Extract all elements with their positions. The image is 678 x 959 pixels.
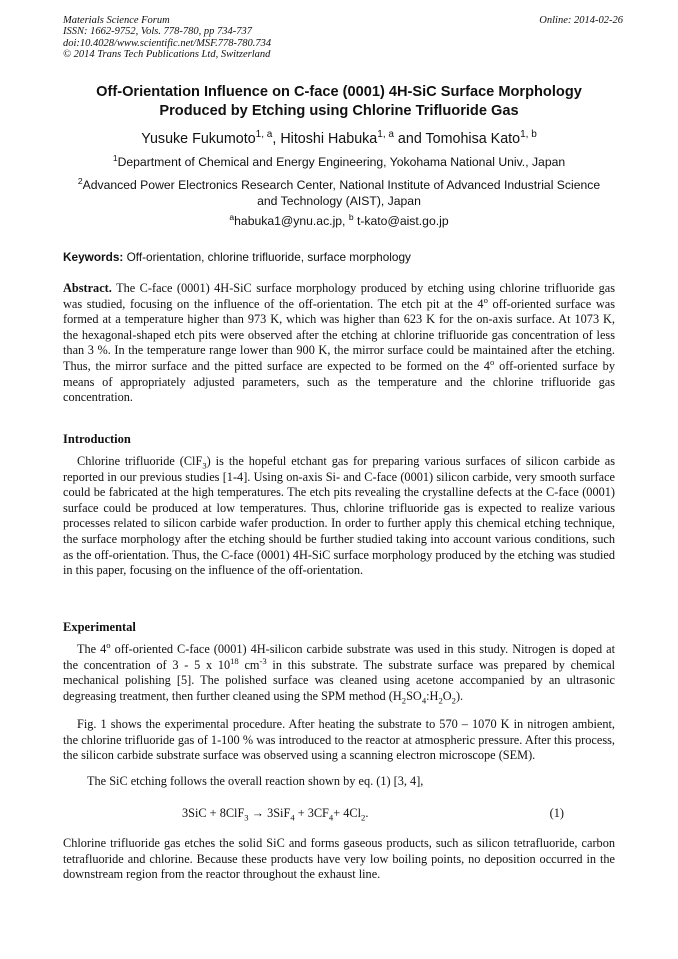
journal-header bbox=[63, 15, 623, 60]
equation-part: 3SiF bbox=[267, 806, 291, 820]
paper-title bbox=[40, 83, 638, 121]
exponent: -3 bbox=[259, 655, 267, 666]
experimental-paragraph-3: The SiC etching follows the overall reaction shown by eq. (1) [3, 4], bbox=[87, 774, 424, 788]
affiliation-2 bbox=[40, 175, 638, 209]
abstract-text-3: off-oriented surface by means of appropriately adjusted parameters, such as the temperature and the chlorine trifluoride gas concentration. bbox=[63, 358, 615, 405]
abstract-text-2: off-oriented surface was formed at a temperature higher than 973 K, which was higher than 623 K for the on-axis surface. At 1073 K, the hexagonal-shaped etch pits were observed after the etching at chlorine trifluoride gas concentration of less than 3 %. In the temperature range lower than 900 K, the mirror surface could be maintained after the etching. Thus, the mirror surface and the pitted surface are expected to be formed on the 4 bbox=[63, 296, 615, 373]
keywords bbox=[63, 250, 615, 264]
subscript: 3 bbox=[244, 812, 249, 823]
title-line-2: Produced by Etching using Chlorine Trifluoride Gas bbox=[159, 103, 519, 119]
abstract-label: Abstract. bbox=[63, 281, 112, 295]
author-separator-1: , bbox=[272, 131, 281, 147]
equation-part: + 4Cl bbox=[333, 806, 361, 820]
doi-line: doi:10.4028/www.scientific.net/MSF.778-780.734 bbox=[63, 37, 272, 49]
affiliation-2-line-1: Advanced Power Electronics Research Center, National Institute of Advanced Industrial Science bbox=[82, 178, 601, 192]
exponent: 18 bbox=[230, 655, 239, 666]
equation-part: 3SiC + 8ClF bbox=[182, 806, 245, 820]
exp-text-2: off-oriented C-face (0001) 4H-silicon carbide substrate was used in this study. Nitrogen is doped at the concentration of 3 - 5 x 10 bbox=[63, 642, 616, 672]
intro-text-1: Chlorine trifluoride (ClF bbox=[77, 454, 203, 468]
email-a[interactable]: habuka1@ynu.ac.jp, bbox=[234, 214, 349, 228]
intro-text-2: ) is the hopeful etchant gas for preparing various surfaces of silicon carbide as reported in our previous studies [1-4]. Using on-axis Si- and C-face (0001) silicon carbide, very smooth surface could be fabricated at the high temperatures. The etch pits revealing the crystalline defects at the C-face (0001) surface could be produced at low temperatures. Thus, chlorine trifluoride gas is expected to realize various processes related to silicon carbide wafer production. In order to further apply this chemical etching technique, the surface morphology after the etching should be further studied taking into account various conditions, such as the off-orientation. Thus, the C-face (0001) 4H-SiC surface morphology produced by the etching was studied in this paper, focusing on the influence of the off-orientation. bbox=[63, 454, 616, 578]
copyright-line: © 2014 Trans Tech Publications Ltd, Switzerland bbox=[63, 48, 271, 60]
formula-part: O bbox=[442, 688, 452, 703]
subscript: 2 bbox=[451, 695, 456, 706]
experimental-heading: Experimental bbox=[63, 620, 136, 634]
exp-text-1: The 4 bbox=[77, 642, 107, 656]
formula-part: SO bbox=[406, 688, 422, 703]
formula-part: :H bbox=[426, 688, 439, 703]
abstract bbox=[63, 281, 615, 406]
degree-mark: o bbox=[489, 356, 495, 367]
title-line-1: Off-Orientation Influence on C-face (0001) 4H-SiC Surface Morphology bbox=[96, 84, 582, 100]
abstract-text-1: The C-face (0001) 4H-SiC surface morphology produced by etching using chlorine trifluoride gas was studied, focusing on the influence of the off-orientation. The etch pit at the 4 bbox=[63, 281, 615, 311]
journal-name: Materials Science Forum bbox=[63, 15, 170, 26]
experimental-paragraph-2: Fig. 1 shows the experimental procedure. After heating the substrate to 570 – 1070 K in nitrogen ambient, the chlorine trifluoride gas of 1-100 % was introduced to the reactor at atmospheric pressure. After this process, the silicon carbide substrate surface was observed using a scanning electron microscope (SEM). bbox=[63, 717, 615, 763]
author-1-affil: 1, a bbox=[255, 129, 273, 141]
author-2-affil: 1, a bbox=[377, 129, 394, 141]
online-date: Online: 2014-02-26 bbox=[539, 15, 623, 26]
subscript: 4 bbox=[328, 812, 334, 823]
email-b[interactable]: t-kato@aist.go.jp bbox=[353, 214, 449, 228]
experimental-paragraph-1 bbox=[63, 639, 616, 706]
degree-mark: o bbox=[106, 639, 111, 650]
issn-line: ISSN: 1662-9752, Vols. 778-780, pp 734-737 bbox=[63, 26, 252, 38]
exp-text-5: ). bbox=[455, 688, 464, 703]
equation-1 bbox=[182, 806, 564, 821]
reaction-arrow: → bbox=[248, 806, 268, 820]
equation-part: . bbox=[365, 806, 369, 820]
introduction-paragraph bbox=[63, 454, 615, 579]
author-3-affil: 1, b bbox=[520, 129, 537, 141]
emails bbox=[40, 211, 638, 230]
subscript: 3 bbox=[202, 460, 207, 471]
subscript: 4 bbox=[421, 695, 427, 706]
author-list bbox=[0, 131, 678, 147]
degree-mark: o bbox=[483, 294, 488, 305]
author-separator-2: and bbox=[393, 131, 426, 147]
affiliation-1-mark: 1 bbox=[112, 152, 118, 163]
author-1: Yusuke Fukumoto bbox=[141, 131, 256, 147]
subscript: 2 bbox=[401, 695, 407, 706]
subscript: 4 bbox=[290, 812, 295, 823]
affiliation-2-mark: 2 bbox=[77, 175, 83, 186]
author-3: Tomohisa Kato bbox=[425, 131, 521, 147]
keywords-label: Keywords: bbox=[63, 250, 124, 264]
exp-text-3: cm bbox=[238, 657, 260, 672]
introduction-heading: Introduction bbox=[63, 432, 131, 446]
subscript: 2 bbox=[361, 812, 366, 823]
email-a-mark: a bbox=[229, 211, 235, 222]
affiliation-1-text: Department of Chemical and Energy Engineering, Yokohama National Univ., Japan bbox=[117, 155, 566, 169]
author-2: Hitoshi Habuka bbox=[280, 131, 378, 147]
keywords-text: Off-orientation, chlorine trifluoride, surface morphology bbox=[123, 250, 411, 264]
affiliation-2-line-2: and Technology (AIST), Japan bbox=[257, 193, 421, 208]
exp-text-4: in this substrate. The substrate surface was prepared by chemical mechanical polishing [5]. The polished surface was cleaned using acetone accompanied by an ultrasonic degreasing treatment, then further cleaned using the SPM method (H bbox=[63, 657, 615, 703]
experimental-paragraph-4: Chlorine trifluoride gas etches the solid SiC and forms gaseous products, such as silicon tetrafluoride, carbon tetrafluoride and chlorine. Because these products have very low boiling points, no deposition occurred in the downstream region from the reactor throughout the exhaust line. bbox=[63, 836, 615, 882]
email-b-mark: b bbox=[348, 211, 354, 222]
subscript: 2 bbox=[438, 695, 443, 706]
equation-number: (1) bbox=[549, 806, 564, 820]
equation-part: + 3CF bbox=[294, 806, 329, 820]
affiliation-1 bbox=[40, 152, 638, 171]
